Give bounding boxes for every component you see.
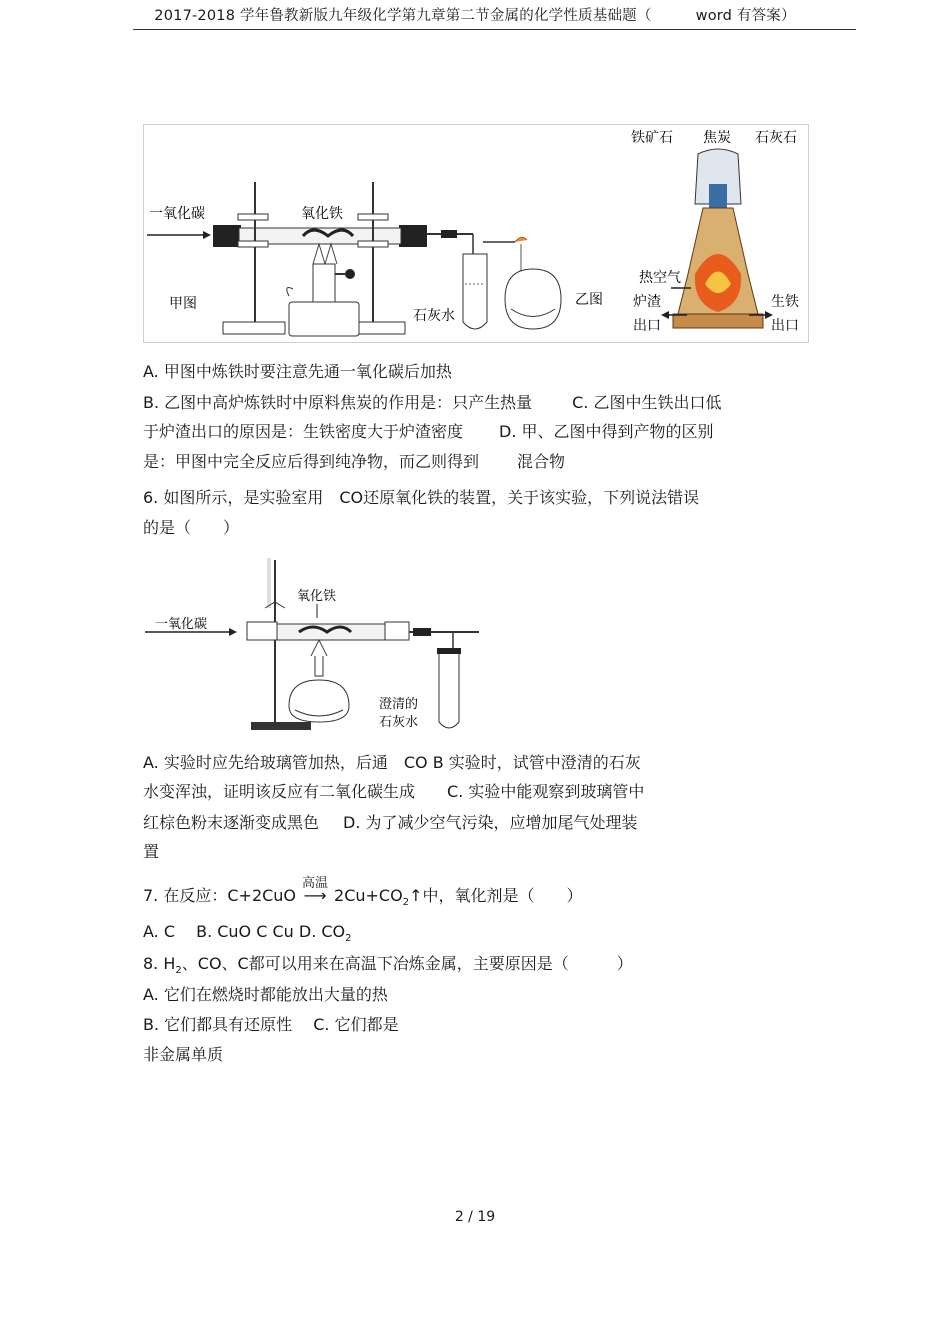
q5-line-b	[143, 393, 722, 413]
q7-options-sub: 2	[345, 933, 352, 945]
q5-option-d-end: 混合物	[517, 452, 566, 471]
q8-option-b-c: B. 它们都具有还原性 C. 它们都是	[143, 1015, 399, 1034]
q5-line-2	[143, 422, 714, 442]
fig2-co-label: 一氧化碳	[155, 617, 208, 632]
figure-ironmaking-apparatus	[143, 124, 809, 343]
q5-line-3	[143, 452, 565, 472]
q7-options	[143, 922, 352, 949]
q6-line5	[143, 813, 638, 833]
page-number: 2 / 19	[454, 1209, 496, 1225]
q7-prefix: 7. 在反应：	[143, 886, 228, 905]
fig1-hot-air-label: 热空气	[639, 270, 681, 286]
q6-option-d: D. 为了减少空气污染，应增加尾气处理装	[343, 813, 638, 832]
q7-condition: 高温	[302, 876, 329, 891]
fig1-iron-outlet-label-1: 生铁	[771, 294, 799, 310]
q5-option-c: C. 乙图中生铁出口低	[572, 393, 722, 412]
fig1-jia-label: 甲图	[169, 296, 197, 312]
q8-option-a: A. 它们在燃烧时都能放出大量的热	[143, 985, 388, 1004]
header-divider	[133, 29, 856, 30]
figure-co-reduction-apparatus	[143, 556, 483, 740]
q7-stem	[143, 876, 583, 913]
fig2-clear-label-2: 石灰水	[379, 715, 419, 730]
q8-stem-b: 、CO、C都可以用来在高温下冶炼金属，主要原因是（ ）	[181, 954, 633, 973]
q5-option-d: D. 甲、乙图中得到产物的区别	[499, 422, 714, 441]
q6-line3: A. 实验时应先给玻璃管加热，后通 CO B 实验时，试管中澄清的石灰	[143, 753, 641, 772]
q7-suffix: ↑中，氧化剂是（ ）	[409, 886, 583, 905]
fig1-co-label: 一氧化碳	[149, 206, 205, 222]
q7-reactants: C+2CuO	[227, 886, 297, 905]
q8-stem-sub: 2	[175, 965, 182, 977]
fig1-coke-label: 焦炭	[703, 130, 731, 146]
fig1-slag-outlet-label-1: 炉渣	[633, 294, 661, 310]
q8-option-c-cont: 非金属单质	[143, 1045, 224, 1064]
fig1-slag-outlet-label-2: 出口	[633, 318, 661, 334]
fig1-fe2o3-label: 氧化铁	[301, 206, 343, 222]
q7-products: 2Cu+CO	[334, 886, 403, 905]
fig1-yi-label: 乙图	[575, 292, 603, 308]
fig2-fe2o3-label: 氧化铁	[297, 589, 337, 604]
q5-option-b: B. 乙图中高炉炼铁时中原料焦炭的作用是：只产生热量	[143, 393, 533, 412]
q7-options-text: A. C B. CuO C Cu D. CO	[143, 922, 346, 941]
q6-stem-line2: 的是（ ）	[143, 518, 240, 537]
q6-line6: 置	[143, 842, 160, 861]
page-header-title: 2017-2018 学年鲁教新版九年级化学第九章第二节金属的化学性质基础题（ word 有答案）	[154, 8, 796, 24]
q6-option-b-cont: 水变浑浊，证明该反应有二氧化碳生成	[143, 782, 416, 801]
q8-stem	[143, 954, 633, 981]
q5-option-d-cont: 是：甲图中完全反应后得到纯净物，而乙则得到	[143, 452, 480, 471]
fig1-iron-outlet-label-2: 出口	[771, 318, 799, 334]
q6-option-c: C. 实验中能观察到玻璃管中	[447, 782, 645, 801]
q5-option-a: A. 甲图中炼铁时要注意先通一氧化碳后加热	[143, 362, 452, 381]
fig2-clear-label-1: 澄清的	[379, 697, 419, 712]
fig1-ore-label: 铁矿石	[631, 130, 673, 146]
q8-stem-a: 8. H	[143, 954, 176, 973]
fig1-limewater-label: 石灰水	[413, 308, 455, 324]
q7-arrow: 高温 ⟶	[296, 886, 334, 906]
q5-option-c-cont: 于炉渣出口的原因是：生铁密度大于炉渣密度	[143, 422, 464, 441]
q6-line4	[143, 782, 644, 802]
fig1-limestone-label: 石灰石	[755, 130, 797, 146]
q6-stem-line1: 6. 如图所示，是实验室用 CO还原氧化铁的装置，关于该实验，下列说法错误	[143, 488, 700, 507]
q7-products-sub: 2	[402, 897, 410, 909]
q6-option-c-cont: 红棕色粉末逐渐变成黑色	[143, 813, 320, 832]
